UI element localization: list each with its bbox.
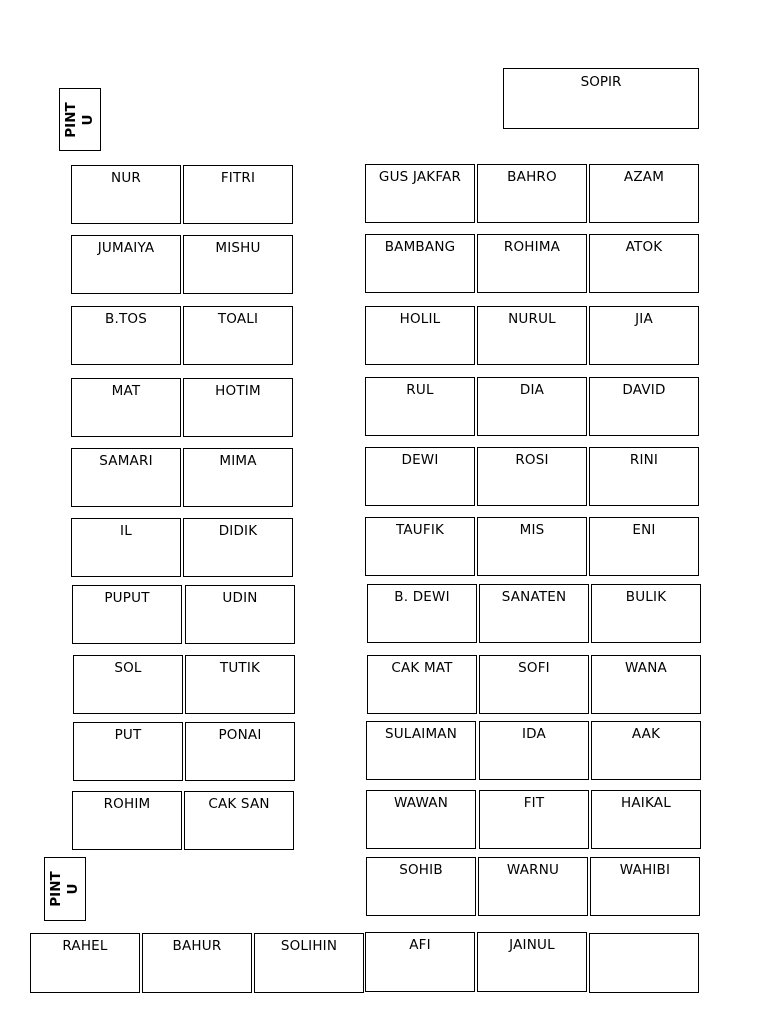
seat-left-r7-c1: PUPUT (72, 585, 182, 644)
seat-left-r6-c2: DIDIK (183, 518, 293, 577)
seat-right-r11-c1: SOHIB (366, 857, 476, 916)
seat-back-3: SOLIHIN (254, 933, 364, 993)
seat-right-r9-c2: IDA (479, 721, 589, 780)
seat-right-r8-c2: SOFI (479, 655, 589, 714)
seat-left-r1-c2: FITRI (183, 165, 293, 224)
seat-left-r6-c1: IL (71, 518, 181, 577)
seat-right-r2-c3: ATOK (589, 234, 699, 293)
seat-left-r3-c1: B.TOS (71, 306, 181, 365)
rear-door-label: PINT U (48, 871, 81, 907)
seat-right-r6-c3: ENI (589, 517, 699, 576)
seat-right-r11-c3: WAHIBI (590, 857, 700, 916)
seat-right-r3-c3: JIA (589, 306, 699, 365)
seat-back-5: JAINUL (477, 932, 587, 992)
seat-right-r9-c3: AAK (591, 721, 701, 780)
seat-left-r7-c2: UDIN (185, 585, 295, 644)
seat-right-r1-c2: BAHRO (477, 164, 587, 223)
front-door-label: PINT U (63, 101, 96, 138)
seat-right-r8-c1: CAK MAT (367, 655, 477, 714)
seat-right-r7-c3: BULIK (591, 584, 701, 643)
seat-right-r1-c1: GUS JAKFAR (365, 164, 475, 223)
seat-right-r4-c1: RUL (365, 377, 475, 436)
seat-right-r10-c3: HAIKAL (591, 790, 701, 849)
seat-left-r2-c1: JUMAIYA (71, 235, 181, 294)
seat-left-r2-c2: MISHU (183, 235, 293, 294)
seat-right-r6-c1: TAUFIK (365, 517, 475, 576)
seat-right-r5-c3: RINI (589, 447, 699, 506)
seat-left-r5-c1: SAMARI (71, 448, 181, 507)
front-door (59, 88, 101, 151)
seat-left-r10-c1: ROHIM (72, 791, 182, 850)
seat-left-r5-c2: MIMA (183, 448, 293, 507)
driver-seat (503, 68, 699, 129)
seat-right-r2-c1: BAMBANG (365, 234, 475, 293)
seat-back-1: RAHEL (30, 933, 140, 993)
seat-right-r9-c1: SULAIMAN (366, 721, 476, 780)
seat-left-r9-c1: PUT (73, 722, 183, 781)
seat-right-r6-c2: MIS (477, 517, 587, 576)
seat-right-r3-c2: NURUL (477, 306, 587, 365)
seat-right-r5-c2: ROSI (477, 447, 587, 506)
seat-left-r4-c1: MAT (71, 378, 181, 437)
seat-right-r11-c2: WARNU (478, 857, 588, 916)
seat-right-r4-c2: DIA (477, 377, 587, 436)
seat-left-r1-c1: NUR (71, 165, 181, 224)
seat-left-r4-c2: HOTIM (183, 378, 293, 437)
seat-back-4: AFI (365, 932, 475, 992)
seat-right-r7-c1: B. DEWI (367, 584, 477, 643)
seat-left-r8-c2: TUTIK (185, 655, 295, 714)
driver-seat-label: SOPIR (580, 74, 622, 90)
seat-right-r10-c2: FIT (479, 790, 589, 849)
seat-right-r8-c3: WANA (591, 655, 701, 714)
seat-right-r5-c1: DEWI (365, 447, 475, 506)
seat-left-r3-c2: TOALI (183, 306, 293, 365)
seat-left-r8-c1: SOL (73, 655, 183, 714)
seat-right-r7-c2: SANATEN (479, 584, 589, 643)
seat-right-r10-c1: WAWAN (366, 790, 476, 849)
seat-right-r4-c3: DAVID (589, 377, 699, 436)
seat-right-r1-c3: AZAM (589, 164, 699, 223)
seat-left-r9-c2: PONAI (185, 722, 295, 781)
seat-back-2: BAHUR (142, 933, 252, 993)
rear-door (44, 857, 86, 921)
seat-left-r10-c2: CAK SAN (184, 791, 294, 850)
seat-back-6 (589, 933, 699, 993)
seat-right-r3-c1: HOLIL (365, 306, 475, 365)
seat-right-r2-c2: ROHIMA (477, 234, 587, 293)
